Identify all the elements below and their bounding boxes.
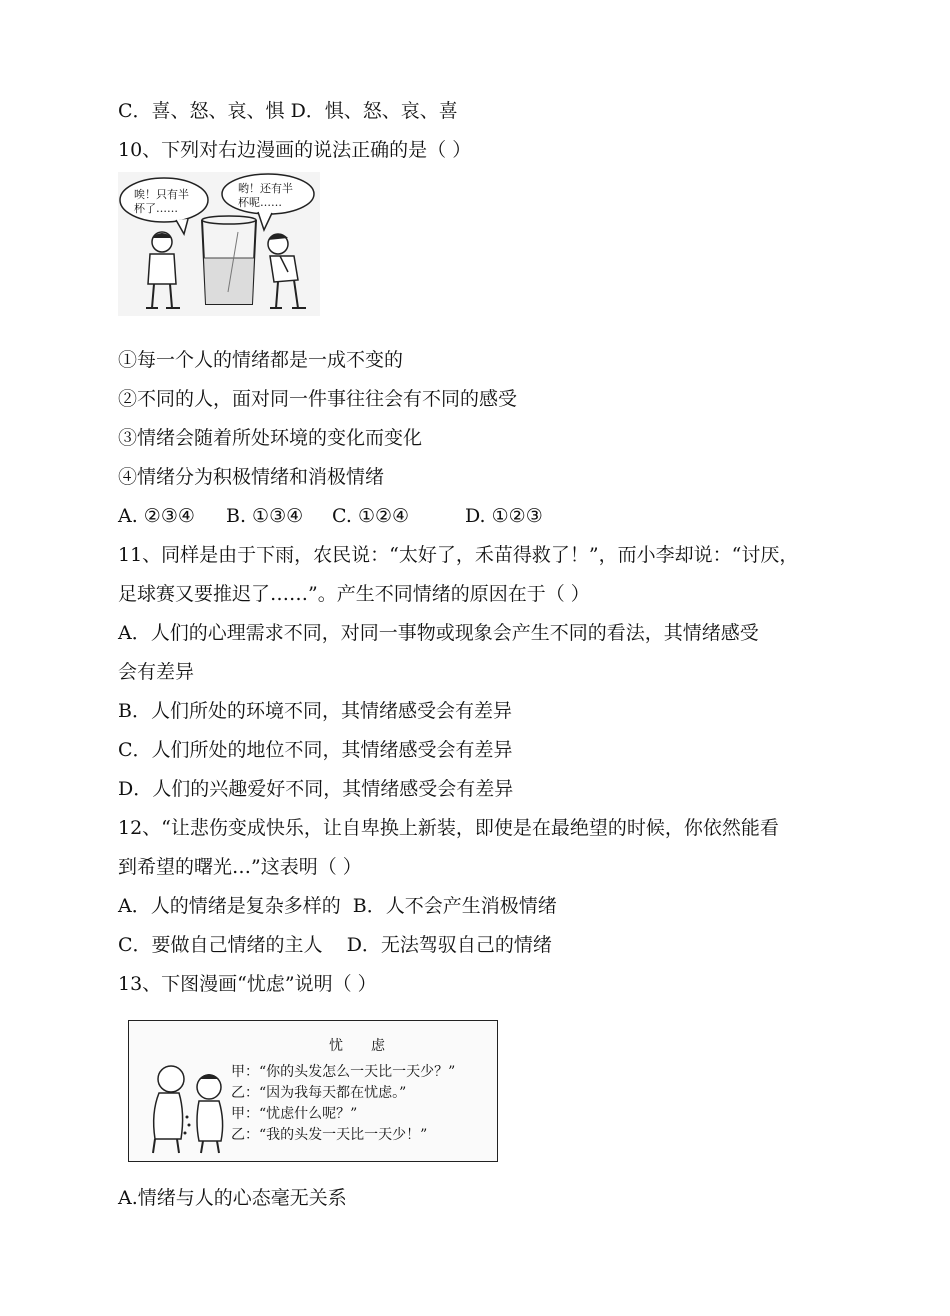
q10-option-b: B. ①③④ [226, 505, 304, 527]
q13-stem: 13、下图漫画“忧虑”说明（ ） [118, 973, 377, 995]
q12-stem-line1: 12、“让悲伤变成快乐，让自卑换上新装，即使是在最绝望的时候，你依然能看 [118, 817, 779, 839]
q10-stem: 10、下列对右边漫画的说法正确的是（ ） [118, 139, 472, 161]
worry-dialogue-line-3: 甲：“忧虑什么呢？” [231, 1106, 358, 1122]
worry-cartoon-figures [129, 1021, 239, 1159]
q10-statement-3: ③情绪会随着所处环境的变化而变化 [118, 427, 423, 449]
q11-option-c: C．人们所处的地位不同，其情绪感受会有差异 [118, 739, 513, 761]
q11-stem-line1: 11、同样是由于下雨，农民说：“太好了，禾苗得救了！”，而小李却说：“讨厌， [118, 544, 799, 566]
q11-option-d: D．人们的兴趣爱好不同，其情绪感受会有差异 [118, 778, 514, 800]
q12-stem-line2: 到希望的曙光…”这表明（ ） [118, 856, 362, 878]
half-glass-cartoon [118, 172, 320, 316]
q9-options: C．喜、怒、哀、惧 D．惧、怒、哀、喜 [118, 100, 458, 122]
left-bubble-line: 唉！只有半 [134, 188, 189, 201]
worry-dialogue-line-4: 乙：“我的头发一天比一天少！” [231, 1127, 428, 1143]
worry-cartoon [128, 1020, 498, 1162]
worry-dialogue-line-2: 乙：“因为我每天都在忧虑。” [231, 1085, 407, 1101]
q11-option-a-line2: 会有差异 [118, 661, 195, 683]
worry-dialogue-line-1: 甲：“你的头发怎么一天比一天少？” [231, 1064, 456, 1080]
right-bubble-line: 杯呢…… [238, 196, 282, 209]
q10-option-d: D. ①②③ [465, 505, 543, 527]
right-bubble-line: 哟！还有半 [238, 182, 293, 195]
right-speech-bubble [238, 182, 293, 210]
left-bubble-line: 杯了…… [134, 202, 178, 215]
q12-options-line2: C．要做自己情绪的主人 D．无法驾驭自己的情绪 [118, 934, 552, 956]
q11-option-b: B．人们所处的环境不同，其情绪感受会有差异 [118, 700, 512, 722]
q10-option-a: A. ②③④ [118, 505, 195, 527]
q13-option-a: A.情绪与人的心态毫无关系 [118, 1187, 347, 1209]
q10-statement-4: ④情绪分为积极情绪和消极情绪 [118, 466, 385, 488]
q10-statement-2: ②不同的人，面对同一件事往往会有不同的感受 [118, 388, 518, 410]
worry-cartoon-title: 忧虑 [329, 1038, 413, 1054]
q10-statement-1: ①每一个人的情绪都是一成不变的 [118, 349, 404, 371]
q12-options-line1: A．人的情绪是复杂多样的 B．人不会产生消极情绪 [118, 895, 557, 917]
q10-option-c: C. ①②④ [332, 505, 410, 527]
q11-stem-line2: 足球赛又要推迟了……”。产生不同情绪的原因在于（ ） [118, 583, 590, 605]
left-speech-bubble [134, 188, 189, 216]
q10-options [118, 504, 543, 528]
q11-option-a-line1: A．人们的心理需求不同，对同一事物或现象会产生不同的看法，其情绪感受 [118, 622, 759, 644]
